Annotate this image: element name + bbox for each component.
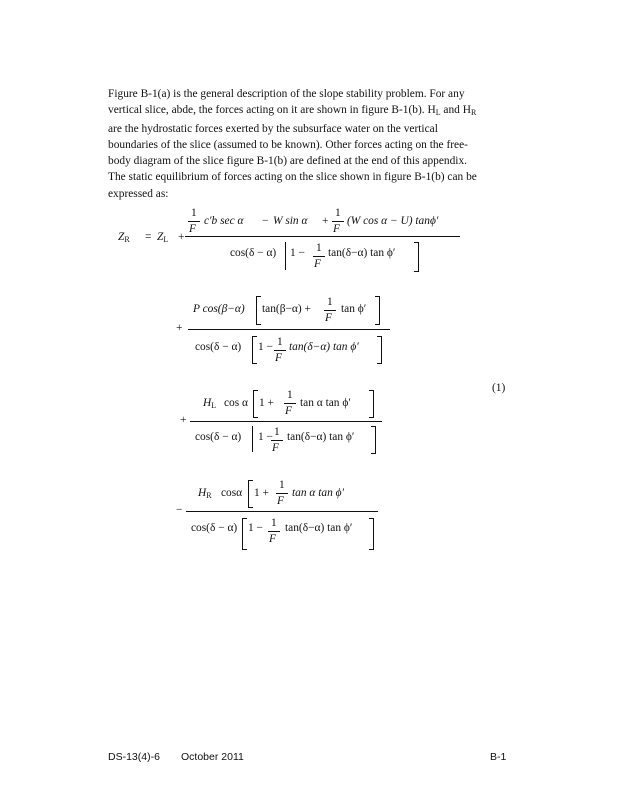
frac-1f-F-i: F — [269, 533, 276, 545]
frac-1f-one-i: 1 — [271, 517, 277, 529]
term3-num-a: $H_L$ — [203, 397, 217, 410]
term3-num-b: cos α — [224, 397, 248, 409]
eq-minus-4: − — [176, 504, 183, 516]
frac-1f-one-f: 1 — [287, 389, 293, 401]
term2-den-bracket-l — [252, 336, 257, 364]
term1-num-a: c′b sec α — [204, 215, 244, 227]
term4-fraction-bar — [186, 511, 378, 512]
frac-1f-one-b: 1 — [335, 207, 341, 219]
term3-num-c: 1 + — [259, 397, 274, 409]
term4-num-d: tan α tan ϕ′ — [292, 487, 345, 499]
frac-1f-bar-b — [332, 221, 344, 222]
frac-1f-F-b: F — [333, 223, 340, 235]
paragraph-line: are the hydrostatic forces exerted by the subsurface water on the vertical — [108, 123, 438, 136]
paragraph-line: The static equilibrium of forces acting on the slice shown in figure B-1(b) can be — [108, 171, 477, 184]
term4-den-bracket-r — [369, 518, 374, 550]
frac-1f-bar-h — [276, 493, 288, 494]
frac-1f-bar-i — [268, 531, 280, 532]
term3-den-cos: cos(δ − α) — [195, 431, 242, 443]
term4-den-cos: cos(δ − α) — [191, 522, 238, 534]
term2-den-bracket-r — [377, 336, 382, 364]
term1-den-cos: cos(δ − α) — [230, 247, 277, 259]
term1-den-tan: tan(δ−α) tan ϕ′ — [328, 247, 396, 259]
frac-1f-one-h: 1 — [279, 479, 285, 491]
eq-lhs: $Z_R$ — [118, 231, 130, 244]
term2-num-c: tan ϕ′ — [341, 303, 367, 315]
term4-den-bracket-l — [242, 518, 247, 550]
term4-num-bracket-l — [248, 480, 253, 508]
frac-1f-F: F — [189, 223, 196, 235]
paragraph-line: Figure B-1(a) is the general description of the slope stability problem. For any — [108, 88, 465, 100]
term3-num-bracket-l — [253, 390, 258, 418]
term1-den-bracket-l — [285, 242, 286, 270]
frac-1f-bar-c — [313, 256, 325, 257]
frac-1f-F-g: F — [272, 442, 279, 454]
eq-plus-3: + — [180, 414, 187, 426]
frac-1f-one-e: 1 — [277, 336, 283, 348]
paragraph-line: expressed as: — [108, 187, 169, 200]
frac-1f-bar-g — [271, 440, 283, 441]
term4-den-one: 1 − — [248, 522, 263, 534]
frac-1f-F-f: F — [285, 405, 292, 417]
term3-den-one: 1 − — [258, 431, 273, 443]
term2-fraction-bar — [188, 329, 390, 330]
frac-1f-F-h: F — [277, 495, 284, 507]
eq-equals: = — [145, 231, 152, 243]
term1-fraction-bar — [185, 236, 460, 237]
equation-number: (1) — [492, 382, 506, 394]
term1-num-e: (W cos α − U) tanϕ′ — [347, 215, 439, 227]
term2-den-cos: cos(δ − α) — [195, 341, 242, 353]
term3-num-bracket-r — [369, 390, 374, 418]
term4-num-c: 1 + — [254, 487, 269, 499]
term1-num-d: + — [322, 215, 329, 227]
term2-den-tan: tan(δ−α) tan ϕ′ — [289, 341, 359, 353]
eq-plus-1: + — [178, 231, 185, 243]
term1-num-b: − — [262, 215, 269, 227]
eq-plus-2: + — [176, 322, 183, 334]
term4-num-b: cosα — [221, 487, 243, 499]
frac-1f-F-d: F — [325, 312, 332, 324]
term3-num-d: tan α tan ϕ′ — [300, 397, 351, 409]
footer-doc-id: DS-13(4)-6 — [108, 751, 160, 763]
paragraph-line: body diagram of the slice figure B-1(b) are defined at the end of this appendix. — [108, 155, 467, 168]
footer-date: October 2011 — [181, 751, 244, 763]
term2-num-bracket-l — [256, 296, 261, 325]
term1-num-c: W sin α — [273, 215, 308, 227]
term3-fraction-bar — [190, 421, 382, 422]
paragraph-line: vertical slice, abde, the forces acting on it are shown in figure B-1(b). $H_L$ and $H_R$ — [108, 104, 477, 118]
term2-num-bracket-r — [375, 296, 380, 325]
frac-1f-bar-e — [274, 350, 286, 351]
term4-den-tan: tan(δ−α) tan ϕ′ — [285, 522, 353, 534]
term1-den-bracket-r — [414, 242, 419, 272]
term1-den-one: 1 − — [290, 247, 305, 259]
eq-zl: $Z_L$ — [157, 231, 169, 244]
frac-1f-F-c: F — [314, 258, 321, 270]
footer-page-number: B-1 — [490, 751, 507, 763]
frac-1f-bar — [188, 221, 200, 222]
term2-den-one: 1 − — [258, 341, 273, 353]
frac-1f-F-e: F — [275, 352, 282, 364]
term4-num-a: $H_R$ — [198, 487, 212, 500]
frac-1f-one-d: 1 — [327, 296, 333, 308]
term2-num-a: P cos(β−α) — [193, 303, 245, 315]
term3-den-bracket-r — [371, 426, 376, 454]
frac-1f-bar-f — [284, 403, 296, 404]
term3-den-bracket-l — [252, 426, 253, 452]
paragraph-line: boundaries of the slice (assumed to be known). Other forces acting on the free- — [108, 139, 468, 152]
frac-1f-one-g: 1 — [274, 426, 280, 438]
term2-num-b: tan(β−α) + — [262, 303, 311, 315]
term3-den-tan: tan(δ−α) tan ϕ′ — [287, 431, 355, 443]
frac-1f-one: 1 — [191, 207, 197, 219]
frac-1f-one-c: 1 — [316, 242, 322, 254]
frac-1f-bar-d — [324, 310, 336, 311]
